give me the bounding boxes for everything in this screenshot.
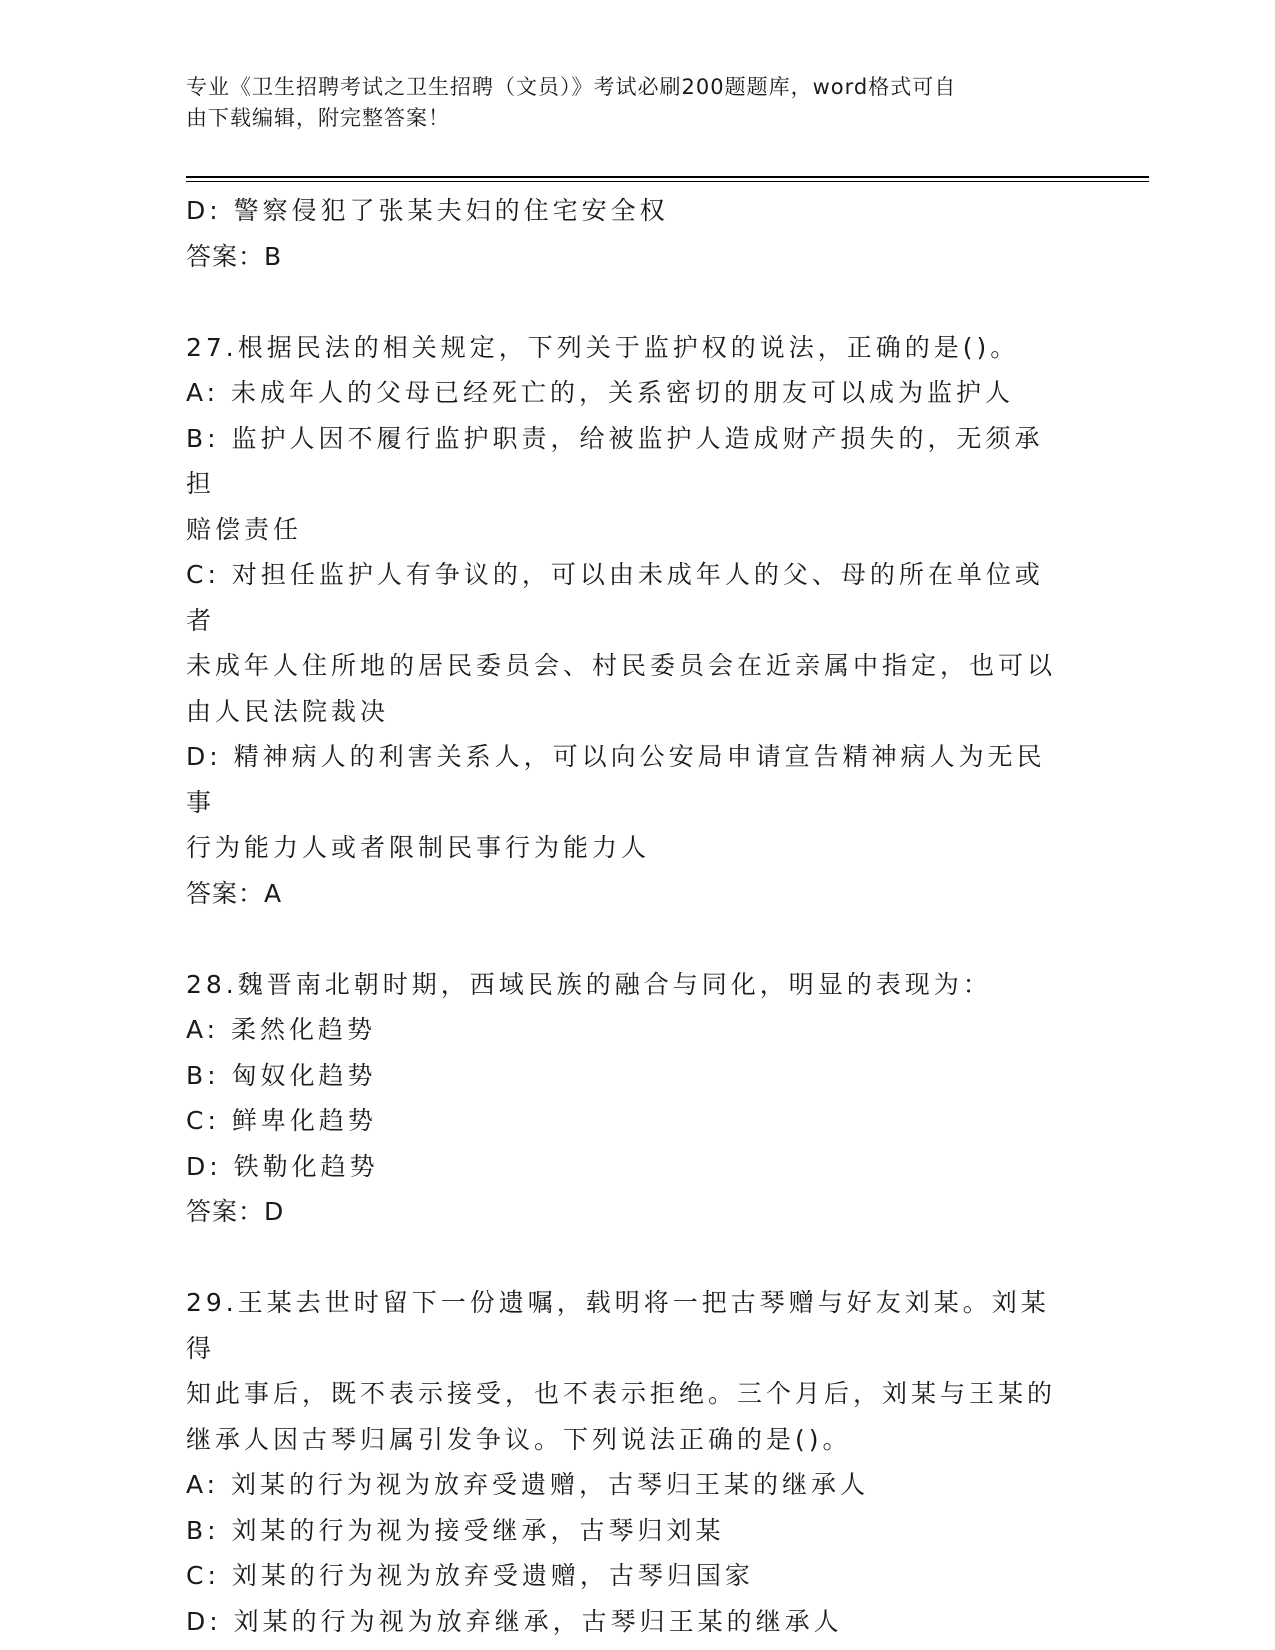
question-27: [186, 325, 1066, 917]
q29-stem-line-2: 知此事后，既不表示接受，也不表示拒绝。三个月后，刘某与王某的: [186, 1379, 1057, 1408]
question-28: [186, 962, 1066, 1235]
q27-option-d-line-1: D: 精神病人的利害关系人，可以向公安局申请宣告精神病人为无民事: [186, 742, 1046, 817]
q28-option-d: D: 铁勒化趋势: [186, 1151, 379, 1181]
q29-option-c: C: 刘某的行为视为放弃受遗赠，古琴归国家: [186, 1561, 754, 1590]
header-title-line-2: 由下载编辑，附完整答案！: [186, 106, 450, 130]
q26-answer-value: B: [264, 241, 283, 271]
q29-stem-line-1: 29.王某去世时留下一份遗嘱，载明将一把古琴赠与好友刘某。刘某得: [186, 1288, 1050, 1363]
q27-answer-label: 答案：: [186, 878, 265, 908]
q27-option-c-line-2: 未成年人住所地的居民委员会、村民委员会在近亲属中指定，也可以: [186, 651, 1057, 680]
q28-answer-label: 答案：: [186, 1197, 265, 1226]
header-title-line-1: 专业《卫生招聘考试之卫生招聘（文员）》考试必刷200题题库，word格式可自: [186, 75, 957, 99]
page-header: [186, 72, 1066, 134]
q27-option-b-line-2: 赔偿责任: [186, 514, 303, 544]
q28-option-a: A: 柔然化趋势: [186, 1015, 377, 1044]
q27-stem: 27.根据民法的相关规定，下列关于监护权的说法，正确的是()。: [186, 332, 1020, 362]
question-26-tail: [186, 188, 1066, 279]
question-content: [186, 188, 1066, 1644]
q27-option-c-line-3: 由人民法院裁决: [186, 696, 390, 726]
q27-option-b-line-1: B: 监护人因不履行监护职责，给被监护人造成财产损失的，无须承担: [186, 423, 1044, 498]
q27-option-d-line-2: 行为能力人或者限制民事行为能力人: [186, 833, 651, 862]
q27-answer: [186, 871, 1066, 917]
q29-option-a: A: 刘某的行为视为放弃受遗赠，古琴归王某的继承人: [186, 1470, 870, 1499]
q28-option-b: B: 匈奴化趋势: [186, 1060, 377, 1090]
q28-answer-value: D: [264, 1197, 285, 1226]
q29-option-d: D: 刘某的行为视为放弃继承，古琴归王某的继承人: [186, 1606, 843, 1636]
q28-answer: [186, 1189, 1066, 1235]
spacer: [186, 916, 1066, 962]
q27-option-c-line-1: C: 对担任监护人有争议的，可以由未成年人的父、母的所在单位或者: [186, 560, 1044, 635]
q26-answer: [186, 234, 1066, 280]
q26-option-d: D: 警察侵犯了张某夫妇的住宅安全权: [186, 196, 669, 225]
question-29: [186, 1280, 1066, 1644]
q29-stem-line-3: 继承人因古琴归属引发争议。下列说法正确的是()。: [186, 1424, 852, 1454]
q27-option-a: A: 未成年人的父母已经死亡的，关系密切的朋友可以成为监护人: [186, 378, 1015, 407]
q28-option-c: C: 鲜卑化趋势: [186, 1106, 377, 1135]
q27-answer-value: A: [264, 878, 283, 908]
q28-stem: 28.魏晋南北朝时期，西域民族的融合与同化，明显的表现为：: [186, 969, 992, 999]
q29-option-b: B: 刘某的行为视为接受继承，古琴归刘某: [186, 1515, 725, 1545]
q26-answer-label: 答案：: [186, 241, 265, 271]
header-divider-thick: [186, 176, 1149, 178]
header-divider-thin: [186, 181, 1149, 182]
spacer: [186, 1235, 1066, 1281]
spacer: [186, 279, 1066, 325]
